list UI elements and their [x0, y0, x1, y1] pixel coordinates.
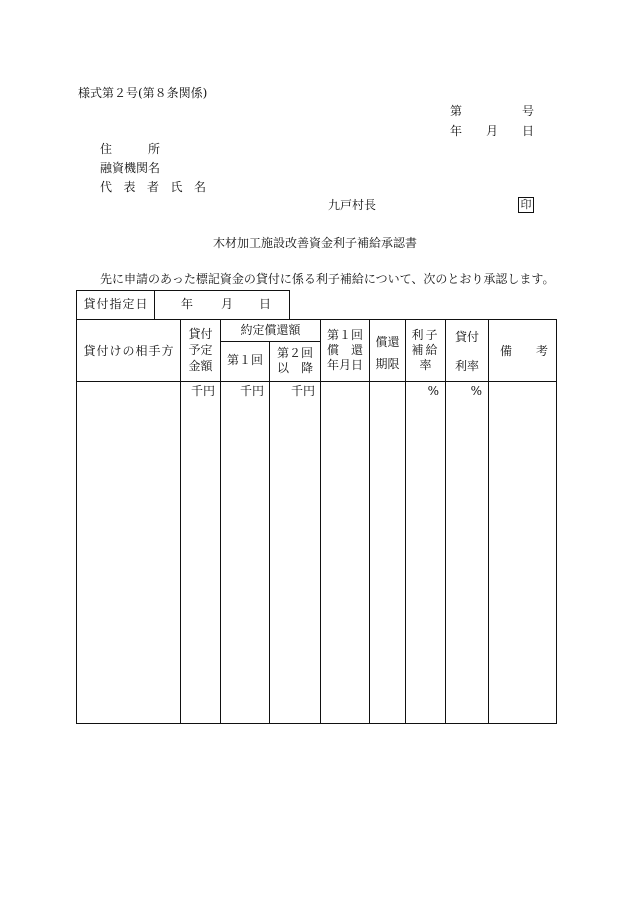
header-subsidy-rate-line1: 利子 — [411, 328, 440, 342]
body-text: 先に申請のあった標記資金の貸付に係る利子補給について、次のとおり承認します。 — [100, 272, 555, 286]
column-divider — [488, 319, 489, 724]
header-planned-amount-line1: 貸付 — [188, 327, 213, 341]
seal-mark: 印 — [518, 197, 534, 213]
document-number-prefix: 第 — [450, 104, 463, 118]
header-loan-rate-line2: 利率 — [454, 359, 479, 373]
column-divider — [220, 319, 221, 724]
form-number-label: 様式第２号(第８条関係) — [78, 86, 208, 100]
unit-loan-rate: % — [470, 384, 482, 398]
issuer-name: 九戸村長 — [328, 198, 377, 212]
column-divider — [320, 319, 321, 724]
document-title: 木材加工施設改善資金利子補給承認書 — [212, 236, 417, 250]
column-divider — [180, 319, 181, 724]
header-first-repayment-date-line2: 償 還 — [326, 343, 363, 357]
header-first-payment: 第１回 — [226, 353, 263, 367]
representative-name-label: 代 表 者 氏 名 — [100, 180, 206, 194]
header-subsidy-rate-line2: 補給 — [411, 343, 440, 357]
header-planned-amount-line2: 予定 — [188, 343, 213, 357]
column-divider — [405, 319, 406, 724]
header-first-repayment-date-line3: 年月日 — [326, 358, 363, 372]
header-repayment-term-line1: 償還 — [375, 335, 400, 349]
unit-planned-amount: 千円 — [190, 384, 215, 398]
column-divider — [445, 319, 446, 724]
loan-date-day: 日 — [258, 297, 271, 311]
header-loan-rate-line1: 貸付 — [454, 330, 479, 344]
header-subsidy-rate-line3: 率 — [419, 358, 432, 372]
institution-name-label: 融資機関名 — [100, 161, 161, 175]
loan-date-label: 貸付指定日 — [83, 297, 149, 311]
header-agreed-repayment: 約定償還額 — [240, 323, 301, 337]
document-number-suffix: 号 — [522, 104, 535, 118]
header-first-repayment-date-line1: 第１回 — [326, 328, 363, 342]
unit-first-payment: 千円 — [239, 384, 264, 398]
header-remarks: 備 考 — [500, 344, 548, 358]
agreed-repayment-divider — [220, 341, 320, 342]
date-day-label: 日 — [522, 124, 535, 138]
header-planned-amount-line3: 金額 — [188, 359, 213, 373]
header-repayment-term-line2: 期限 — [375, 357, 400, 371]
header-borrower: 貸付けの相手方 — [83, 344, 175, 358]
column-divider — [269, 341, 270, 724]
loan-date-divider — [154, 290, 155, 320]
address-label: 住 所 — [100, 142, 160, 156]
loan-date-year: 年 — [180, 297, 193, 311]
unit-second-onward: 千円 — [290, 384, 315, 398]
header-bottom-line — [76, 381, 557, 382]
loan-date-month: 月 — [220, 297, 233, 311]
column-divider — [369, 319, 370, 724]
date-year-label: 年 — [450, 124, 463, 138]
subsidy-table — [76, 319, 557, 724]
header-second-onward-line2: 以 降 — [276, 361, 313, 375]
unit-subsidy-rate: % — [427, 384, 439, 398]
date-month-label: 月 — [486, 124, 499, 138]
header-second-onward-line1: 第２回 — [276, 346, 313, 360]
